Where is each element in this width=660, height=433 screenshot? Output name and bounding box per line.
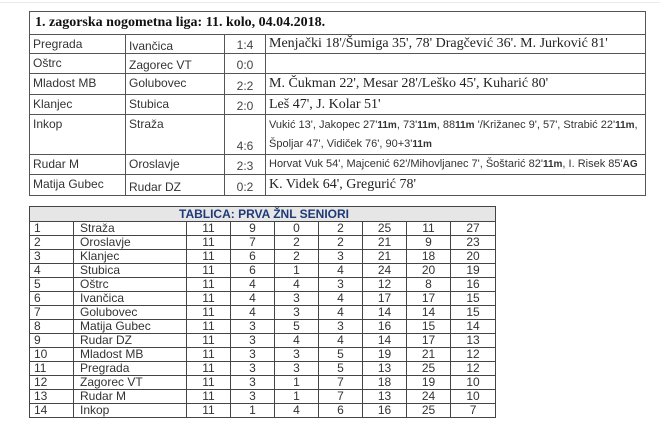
away-team: Straža (126, 115, 225, 155)
goals-for-cell: 19 (363, 348, 407, 362)
played-cell: 11 (187, 334, 231, 348)
standings-row (30, 334, 496, 348)
won-cell: 4 (231, 278, 275, 292)
standings-row (30, 348, 496, 362)
lost-cell: 3 (319, 320, 363, 334)
drawn-cell: 2 (275, 236, 319, 250)
position-cell: 13 (30, 390, 74, 404)
points-cell: 16 (451, 278, 496, 292)
goals-for-cell: 18 (363, 376, 407, 390)
lost-cell: 4 (319, 264, 363, 278)
match-row (30, 74, 646, 95)
won-cell: 6 (231, 264, 275, 278)
position-cell: 2 (30, 236, 74, 250)
scorer-text: , 88 (436, 118, 456, 131)
goals-for-cell: 24 (363, 264, 407, 278)
played-cell: 11 (187, 236, 231, 250)
standings-row (30, 264, 496, 278)
won-cell: 3 (231, 334, 275, 348)
played-cell: 11 (187, 320, 231, 334)
won-cell: 6 (231, 250, 275, 264)
points-cell: 7 (451, 404, 496, 418)
won-cell: 4 (231, 306, 275, 320)
position-cell: 8 (30, 320, 74, 334)
standings-row (30, 292, 496, 306)
match-scorers: M. Čukman 22', Mesar 28'/Leško 45', Kuharić 80' (266, 74, 646, 95)
lost-cell: 7 (319, 390, 363, 404)
won-cell: 3 (231, 362, 275, 376)
team-cell: Stubica (74, 264, 187, 278)
scorer-text: Špoljar 47', Vidiček 76', 90+3' (269, 137, 413, 150)
scorer-text: , (634, 118, 638, 131)
played-cell: 11 (187, 264, 231, 278)
standings-row (30, 404, 496, 418)
home-team: Rudar M (30, 155, 126, 175)
scorer-text: '/Križanec 9', 57', Strabić 22' (474, 118, 616, 131)
points-cell: 12 (451, 348, 496, 362)
match-row (30, 95, 646, 115)
goals-for-cell: 14 (363, 306, 407, 320)
points-cell: 10 (451, 390, 496, 404)
goals-for-cell: 16 (363, 320, 407, 334)
drawn-cell: 3 (275, 306, 319, 320)
scorer-text: Horvat Vuk 54', Majcenić 62'/Mihovljanec 7', Šoštarić 82' (269, 158, 543, 170)
match-score: 4:6 (225, 115, 266, 155)
drawn-cell: 1 (275, 376, 319, 390)
team-cell: Rudar M (74, 390, 187, 404)
points-cell: 23 (451, 236, 496, 250)
team-cell: Golubovec (74, 306, 187, 320)
team-cell: Matija Gubec (74, 320, 187, 334)
points-cell: 20 (451, 250, 496, 264)
standings-row (30, 390, 496, 404)
standings-title-text: TABLICA: PRVA ŽNL SENIORI (179, 207, 350, 221)
goals-for-cell: 21 (363, 250, 407, 264)
match-row (30, 35, 646, 54)
lost-cell: 3 (319, 250, 363, 264)
match-results-table (29, 11, 646, 196)
drawn-cell: 0 (275, 222, 319, 236)
position-cell: 10 (30, 348, 74, 362)
played-cell: 11 (187, 292, 231, 306)
position-cell: 4 (30, 264, 74, 278)
standings-row (30, 320, 496, 334)
match-scorers (266, 54, 646, 74)
lost-cell: 4 (319, 292, 363, 306)
goals-against-cell: 24 (407, 390, 451, 404)
played-cell: 11 (187, 250, 231, 264)
standings-row (30, 222, 496, 236)
drawn-cell: 3 (275, 292, 319, 306)
standings-row (30, 376, 496, 390)
lost-cell: 7 (319, 376, 363, 390)
position-cell: 7 (30, 306, 74, 320)
position-cell: 14 (30, 404, 74, 418)
penalty-mark: 11m (417, 119, 437, 131)
position-cell: 5 (30, 278, 74, 292)
lost-cell: 2 (319, 236, 363, 250)
goals-against-cell: 14 (407, 306, 451, 320)
team-cell: Straža (74, 222, 187, 236)
results-title-row (30, 12, 646, 35)
match-score: 2:0 (225, 95, 266, 115)
position-cell: 9 (30, 334, 74, 348)
team-cell: Klanjec (74, 250, 187, 264)
goals-for-cell: 25 (363, 222, 407, 236)
home-team: Klanjec (30, 95, 126, 115)
position-cell: 11 (30, 362, 74, 376)
position-cell: 12 (30, 376, 74, 390)
penalty-mark: 11m (615, 119, 635, 131)
points-cell: 19 (451, 264, 496, 278)
points-cell: 15 (451, 292, 496, 306)
goals-against-cell: 25 (407, 404, 451, 418)
results-title: 1. zagorska nogometna liga: 11. kolo, 04.04.2018. (30, 12, 646, 35)
won-cell: 3 (231, 348, 275, 362)
drawn-cell: 3 (275, 348, 319, 362)
goals-for-cell: 16 (363, 404, 407, 418)
home-team: Mladost MB (30, 74, 126, 95)
goals-against-cell: 11 (407, 222, 451, 236)
position-cell: 3 (30, 250, 74, 264)
away-team: Oroslavje (126, 155, 225, 175)
goals-against-cell: 21 (407, 348, 451, 362)
scorer-text: , 73' (396, 118, 418, 131)
won-cell: 3 (231, 390, 275, 404)
drawn-cell: 3 (275, 362, 319, 376)
played-cell: 11 (187, 222, 231, 236)
penalty-mark: 11m (377, 119, 397, 131)
penalty-mark: 11m (412, 138, 432, 150)
standings-title (30, 207, 496, 222)
goals-against-cell: 15 (407, 320, 451, 334)
match-scorers (266, 155, 646, 175)
drawn-cell: 4 (275, 278, 319, 292)
points-cell: 10 (451, 376, 496, 390)
won-cell: 4 (231, 292, 275, 306)
team-cell: Zagorec VT (74, 376, 187, 390)
position-cell: 6 (30, 292, 74, 306)
match-row (30, 115, 646, 155)
penalty-mark: 11m (542, 159, 563, 170)
standings-table (29, 206, 496, 418)
match-score: 0:0 (225, 54, 266, 74)
team-cell: Ivančica (74, 292, 187, 306)
drawn-cell: 4 (275, 334, 319, 348)
won-cell: 7 (231, 236, 275, 250)
points-cell: 14 (451, 320, 496, 334)
standings-row (30, 250, 496, 264)
team-cell: Rudar DZ (74, 334, 187, 348)
played-cell: 11 (187, 278, 231, 292)
team-cell: Oroslavje (74, 236, 187, 250)
goals-for-cell: 14 (363, 334, 407, 348)
goals-against-cell: 19 (407, 376, 451, 390)
home-team: Oštrc (30, 54, 126, 74)
played-cell: 11 (187, 306, 231, 320)
lost-cell: 3 (319, 278, 363, 292)
lost-cell: 4 (319, 306, 363, 320)
standings-row (30, 278, 496, 292)
played-cell: 11 (187, 376, 231, 390)
match-score: 2:3 (225, 155, 266, 175)
match-scorers: Leš 47', J. Kolar 51' (266, 95, 646, 115)
team-cell: Oštrc (74, 278, 187, 292)
away-team: Stubica (126, 95, 225, 115)
goals-for-cell: 13 (363, 362, 407, 376)
top-divider (0, 2, 660, 3)
goals-for-cell: 21 (363, 236, 407, 250)
standings-row (30, 306, 496, 320)
standings-row (30, 236, 496, 250)
team-cell: Inkop (74, 404, 187, 418)
lost-cell: 5 (319, 348, 363, 362)
points-cell: 27 (451, 222, 496, 236)
match-row (30, 155, 646, 175)
away-team: Ivančica (126, 35, 225, 54)
standings-body (30, 222, 496, 418)
goals-for-cell: 17 (363, 292, 407, 306)
match-scorers: Menjački 18'/Šumiga 35', 78' Dragčević 36'. M. Jurković 81' (266, 35, 646, 54)
lost-cell: 4 (319, 334, 363, 348)
played-cell: 11 (187, 404, 231, 418)
team-cell: Mladost MB (74, 348, 187, 362)
away-team: Rudar DZ (126, 175, 225, 196)
match-score: 2:2 (225, 74, 266, 95)
lost-cell: 2 (319, 222, 363, 236)
points-cell: 15 (451, 306, 496, 320)
lost-cell: 5 (319, 362, 363, 376)
home-team: Inkop (30, 115, 126, 155)
home-team: Pregrada (30, 35, 126, 54)
penalty-mark: 11m (455, 119, 475, 131)
goals-for-cell: 12 (363, 278, 407, 292)
match-row (30, 54, 646, 74)
drawn-cell: 2 (275, 250, 319, 264)
goals-against-cell: 9 (407, 236, 451, 250)
drawn-cell: 4 (275, 404, 319, 418)
drawn-cell: 1 (275, 390, 319, 404)
away-team: Zagorec VT (126, 54, 225, 74)
played-cell: 11 (187, 390, 231, 404)
standings-header-row (30, 207, 496, 222)
goals-against-cell: 8 (407, 278, 451, 292)
won-cell: 9 (231, 222, 275, 236)
home-team: Matija Gubec (30, 175, 126, 196)
match-row (30, 175, 646, 196)
goals-for-cell: 13 (363, 390, 407, 404)
position-cell: 1 (30, 222, 74, 236)
won-cell: 3 (231, 376, 275, 390)
match-scorers (266, 115, 646, 155)
played-cell: 11 (187, 362, 231, 376)
played-cell: 11 (187, 348, 231, 362)
goals-against-cell: 18 (407, 250, 451, 264)
lost-cell: 6 (319, 404, 363, 418)
goals-against-cell: 20 (407, 264, 451, 278)
drawn-cell: 1 (275, 264, 319, 278)
own-goal-mark: AG (622, 159, 638, 170)
match-score: 1:4 (225, 35, 266, 54)
scorer-text: , I. Risek 85' (562, 158, 623, 170)
won-cell: 1 (231, 404, 275, 418)
goals-against-cell: 25 (407, 362, 451, 376)
goals-against-cell: 17 (407, 334, 451, 348)
match-score: 0:2 (225, 175, 266, 196)
drawn-cell: 5 (275, 320, 319, 334)
won-cell: 3 (231, 320, 275, 334)
scorer-text: Vukić 13', Jakopec 27' (269, 118, 378, 131)
goals-against-cell: 17 (407, 292, 451, 306)
points-cell: 12 (451, 362, 496, 376)
away-team: Golubovec (126, 74, 225, 95)
team-cell: Pregrada (74, 362, 187, 376)
standings-row (30, 362, 496, 376)
points-cell: 13 (451, 334, 496, 348)
match-scorers: K. Videk 64', Gregurić 78' (266, 175, 646, 196)
